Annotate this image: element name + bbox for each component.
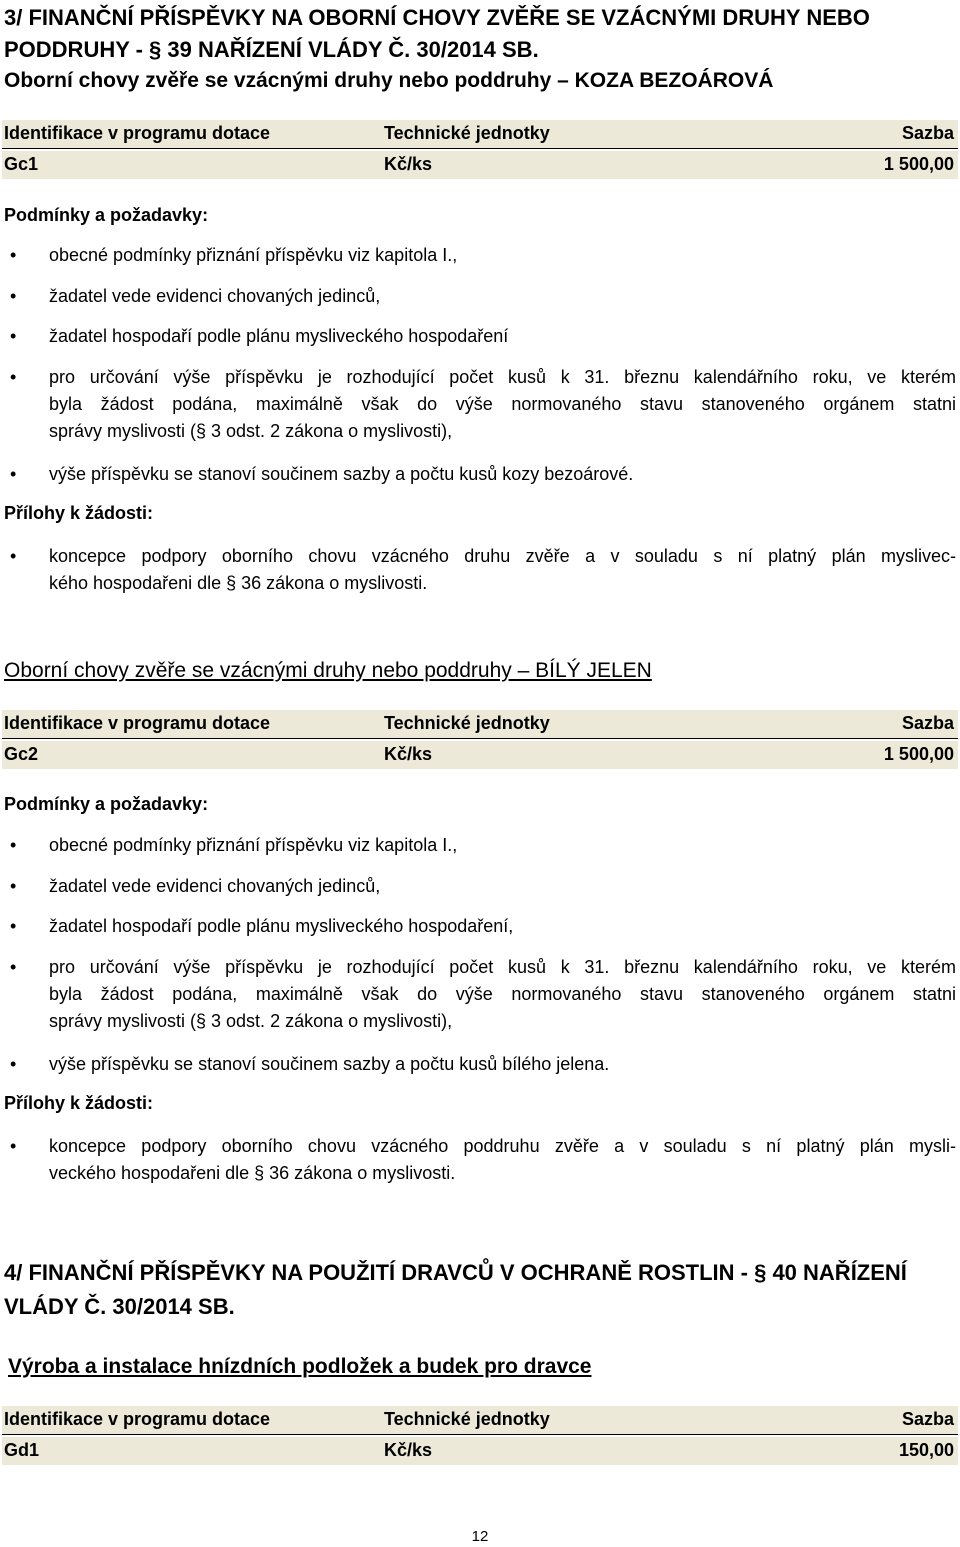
bullet-icon: •: [10, 916, 17, 936]
header-identification: Identifikace v programu dotace: [4, 1409, 271, 1429]
bullet-icon: •: [10, 546, 17, 566]
item-text: správy myslivosti (§ 3 odst. 2 zákona o myslivosti),: [49, 421, 453, 441]
cell-unit: Kč/ks: [384, 744, 433, 764]
table-row: [2, 151, 958, 179]
section-4-title: Výroba a instalace hnízdních podložek a budek pro dravce: [8, 1355, 592, 1378]
bullet-icon: •: [10, 1136, 17, 1156]
koza-rate-table: [2, 120, 958, 179]
item-text: byla žádost podána, maximálně však do výše normovaného stavu stanoveného orgánem statni: [49, 394, 956, 414]
table-header-row: [2, 120, 958, 149]
bullet-icon: •: [10, 1054, 17, 1074]
item-text: koncepce podpory oborního chovu vzácného druhu zvěře a v souladu s ní platný plán myslivec-: [49, 546, 956, 566]
header-units: Technické jednotky: [384, 713, 550, 733]
table-row: [2, 1437, 958, 1465]
table-header-row: [2, 710, 958, 739]
table-header-row: [2, 1406, 958, 1435]
bullet-icon: •: [10, 876, 17, 896]
item-text: výše příspěvku se stanoví součinem sazby a počtu kusů kozy bezoárové.: [49, 464, 634, 484]
item-text: obecné podmínky přiznání příspěvku viz kapitola I.,: [49, 245, 458, 265]
item-text: žadatel hospodaří podle plánu mysliveckého hospodaření: [49, 326, 509, 346]
item-text: správy myslivosti (§ 3 odst. 2 zákona o myslivosti),: [49, 1011, 453, 1031]
item-text: kého hospodařeni dle § 36 zákona o myslivosti.: [49, 573, 428, 593]
item-text: veckého hospodařeni dle § 36 zákona o myslivosti.: [49, 1163, 456, 1183]
cell-rate: 150,00: [898, 1440, 954, 1460]
bullet-icon: •: [10, 835, 17, 855]
jelen-rate-table: [2, 710, 958, 769]
item-text: obecné podmínky přiznání příspěvku viz kapitola I.,: [49, 835, 458, 855]
cell-unit: Kč/ks: [384, 154, 433, 174]
bullet-icon: •: [10, 367, 17, 387]
item-text: žadatel vede evidenci chovaných jedinců,: [49, 286, 381, 306]
bullet-icon: •: [10, 286, 17, 306]
heading-line: 3/ FINANČNÍ PŘÍSPĚVKY NA OBORNÍ CHOVY ZVĚŘE SE VZÁCNÝMI DRUHY NEBO: [4, 5, 870, 30]
section-4-heading: [4, 1256, 954, 1324]
heading-line: 4/ FINANČNÍ PŘÍSPĚVKY NA POUŽITÍ DRAVCŮ V OCHRANĚ ROSTLIN - § 40 NAŘÍZENÍ: [4, 1260, 907, 1285]
item-text: pro určování výše příspěvku je rozhodující počet kusů k 31. březnu kalendářního roku, ve kterém: [49, 957, 956, 977]
cell-code: Gd1: [4, 1440, 40, 1460]
bullet-icon: •: [10, 957, 17, 977]
item-text: byla žádost podána, maximálně však do výše normovaného stavu stanoveného orgánem statni: [49, 984, 956, 1004]
item-text: koncepce podpory oborního chovu vzácného poddruhu zvěře a v souladu s ní platný plán mysli-: [49, 1136, 956, 1156]
cell-code: Gc2: [4, 744, 39, 764]
header-rate: Sazba: [901, 713, 954, 733]
cell-rate: 1 500,00: [883, 154, 954, 174]
header-identification: Identifikace v programu dotace: [4, 713, 271, 733]
cell-rate: 1 500,00: [883, 744, 954, 764]
cell-code: Gc1: [4, 154, 39, 174]
koza-attachments-label: Přílohy k žádosti:: [4, 503, 154, 523]
cell-unit: Kč/ks: [384, 1440, 433, 1460]
item-text: žadatel vede evidenci chovaných jedinců,: [49, 876, 381, 896]
table-row: [2, 741, 958, 769]
bullet-icon: •: [10, 326, 17, 346]
header-units: Technické jednotky: [384, 123, 550, 143]
koza-title: Oborní chovy zvěře se vzácnými druhy nebo poddruhy – KOZA BEZOÁROVÁ: [4, 69, 774, 92]
page-number: 12: [471, 1528, 489, 1545]
section-3-heading: [4, 2, 954, 66]
header-rate: Sazba: [901, 1409, 954, 1429]
item-text: žadatel hospodaří podle plánu mysliveckého hospodaření,: [49, 916, 514, 936]
jelen-attachments-label: Přílohy k žádosti:: [4, 1093, 154, 1113]
item-text: pro určování výše příspěvku je rozhodující počet kusů k 31. březnu kalendářního roku, ve kterém: [49, 367, 956, 387]
jelen-conditions-label: Podmínky a požadavky:: [4, 794, 209, 814]
heading-line: PODDRUHY - § 39 NAŘÍZENÍ VLÁDY Č. 30/2014 SB.: [4, 37, 539, 62]
bullet-icon: •: [10, 245, 17, 265]
jelen-title: Oborní chovy zvěře se vzácnými druhy nebo poddruhy – BÍLÝ JELEN: [4, 659, 652, 682]
koza-conditions-label: Podmínky a požadavky:: [4, 205, 209, 225]
bullet-icon: •: [10, 464, 17, 484]
section-4-rate-table: [2, 1406, 958, 1465]
heading-line: VLÁDY Č. 30/2014 SB.: [4, 1294, 235, 1319]
header-units: Technické jednotky: [384, 1409, 550, 1429]
header-rate: Sazba: [901, 123, 954, 143]
item-text: výše příspěvku se stanoví součinem sazby a počtu kusů bílého jelena.: [49, 1054, 610, 1074]
header-identification: Identifikace v programu dotace: [4, 123, 271, 143]
